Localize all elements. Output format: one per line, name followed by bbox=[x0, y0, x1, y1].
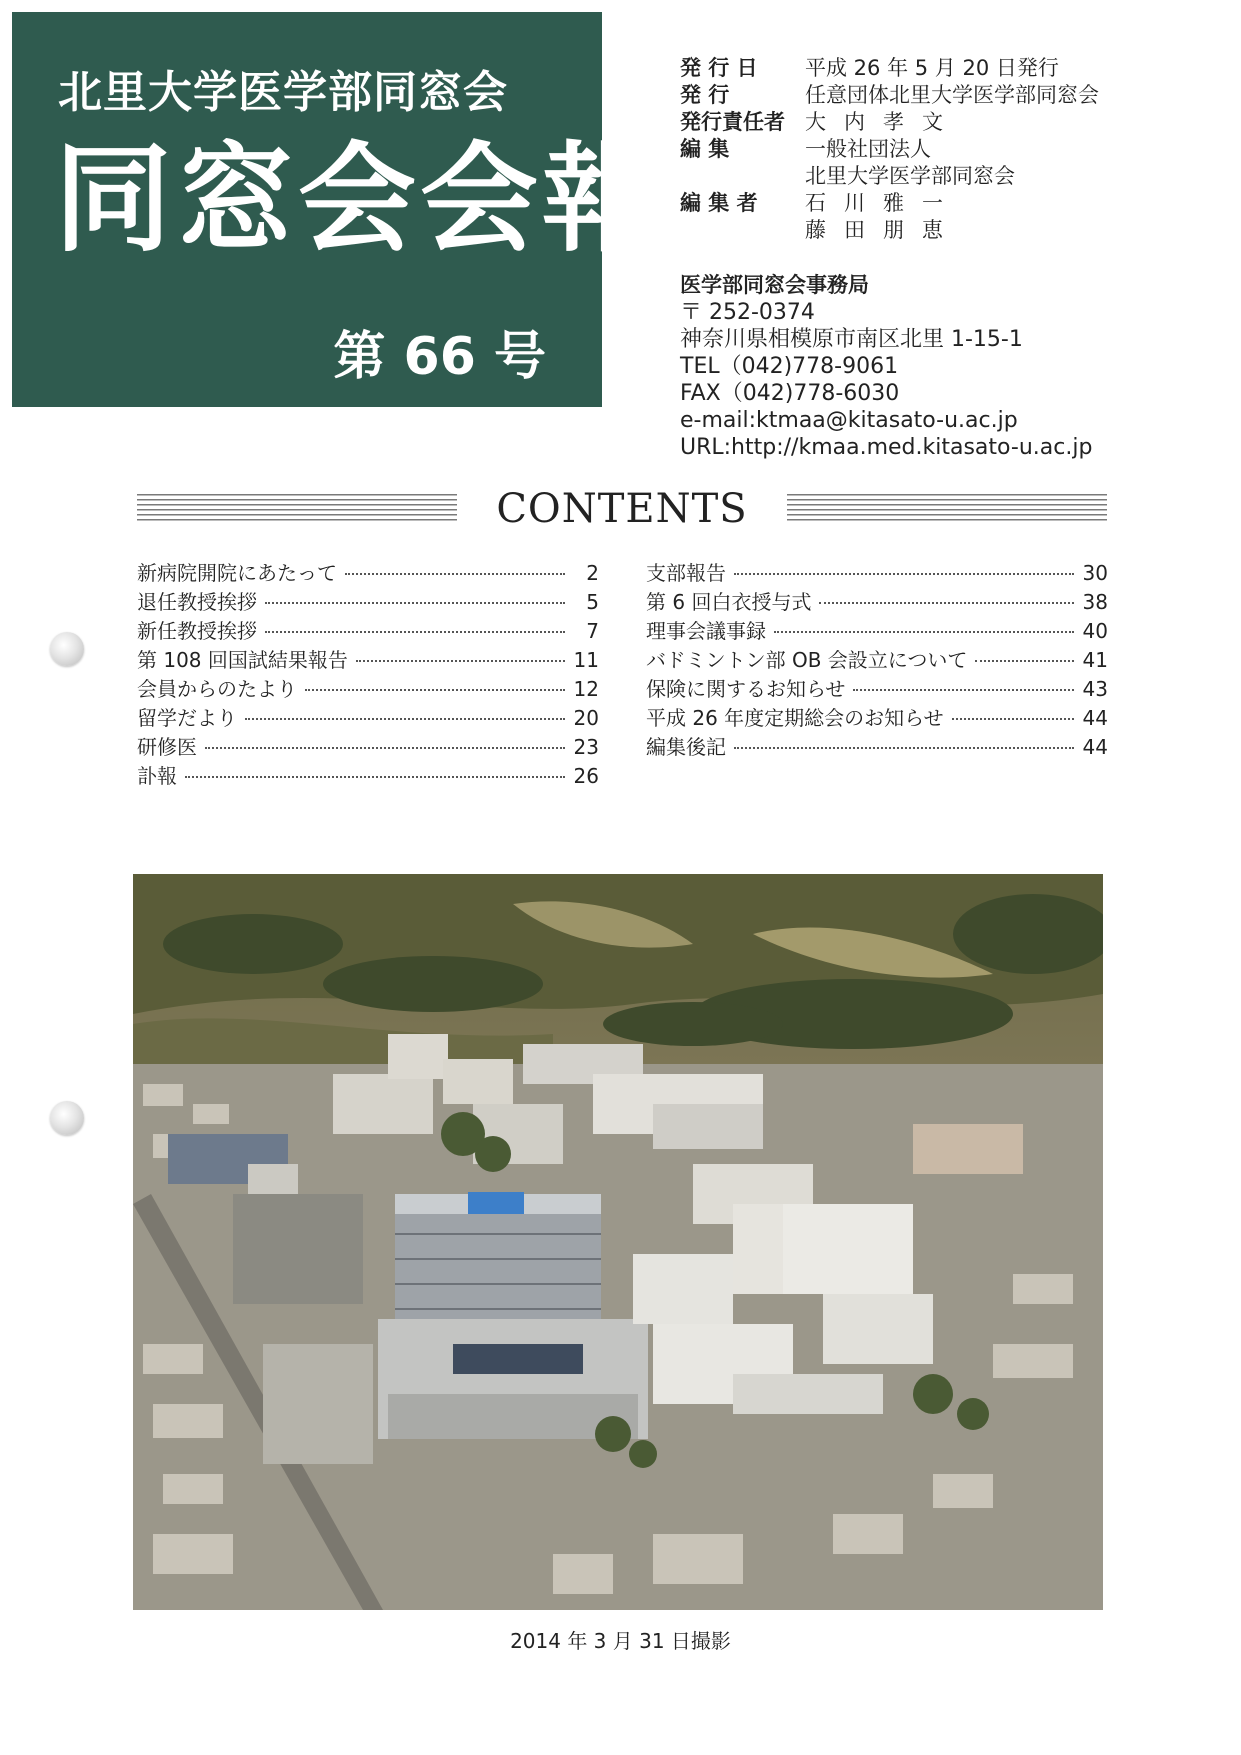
toc-item-label: 退任教授挨拶 bbox=[137, 590, 257, 614]
toc-item-label: 支部報告 bbox=[646, 561, 726, 585]
toc-leader-dots bbox=[305, 689, 565, 691]
toc-item bbox=[646, 731, 1108, 760]
toc-item-label: 新任教授挨拶 bbox=[137, 619, 257, 643]
toc-item bbox=[646, 673, 1108, 702]
toc-leader-dots bbox=[734, 747, 1074, 749]
binder-hole bbox=[50, 1101, 84, 1135]
issue-number: 第 66 号 bbox=[333, 327, 546, 387]
toc-item-page: 7 bbox=[586, 619, 599, 643]
toc-item-page: 40 bbox=[1082, 619, 1108, 643]
toc-item-page: 20 bbox=[573, 706, 599, 730]
toc-item bbox=[137, 644, 599, 673]
toc-item bbox=[137, 615, 599, 644]
toc-item-page: 44 bbox=[1082, 735, 1108, 759]
toc-item-page: 2 bbox=[586, 561, 599, 585]
toc-item bbox=[137, 731, 599, 760]
organization-name: 北里大学医学部同窓会 bbox=[58, 67, 508, 118]
contents-heading: CONTENTS bbox=[496, 486, 748, 532]
divider-stripes bbox=[787, 494, 1107, 524]
office-postal: 〒 252-0374 bbox=[680, 300, 815, 325]
toc-item bbox=[137, 673, 599, 702]
toc-leader-dots bbox=[245, 718, 565, 720]
office-name: 医学部同窓会事務局 bbox=[680, 273, 869, 297]
toc-leader-dots bbox=[265, 602, 565, 604]
aerial-campus-photo bbox=[133, 874, 1103, 1610]
toc-item-label: 平成 26 年度定期総会のお知らせ bbox=[646, 706, 944, 730]
newsletter-title: 同窓会会報 bbox=[54, 130, 665, 268]
toc-item bbox=[646, 615, 1108, 644]
toc-item-label: 理事会議事録 bbox=[646, 619, 766, 643]
toc-item-page: 30 bbox=[1082, 561, 1108, 585]
toc-leader-dots bbox=[774, 631, 1074, 633]
toc-leader-dots bbox=[265, 631, 565, 633]
toc-item-page: 41 bbox=[1082, 648, 1108, 672]
publication-value: 大内孝文 bbox=[805, 110, 961, 134]
publication-label: 編 集 bbox=[680, 137, 730, 161]
toc-item bbox=[646, 644, 1108, 673]
publication-row-publisher bbox=[680, 82, 1220, 109]
toc-item-page: 26 bbox=[573, 764, 599, 788]
toc-leader-dots bbox=[185, 776, 565, 778]
toc-item-label: 編集後記 bbox=[646, 735, 726, 759]
toc-leader-dots bbox=[356, 660, 565, 662]
toc-item bbox=[137, 586, 599, 615]
toc-item-page: 38 bbox=[1082, 590, 1108, 614]
toc-item-page: 11 bbox=[573, 648, 599, 672]
aerial-photo-illustration bbox=[133, 874, 1103, 1610]
toc-item-page: 43 bbox=[1082, 677, 1108, 701]
toc-leader-dots bbox=[345, 573, 565, 575]
photo-caption: 2014 年 3 月 31 日撮影 bbox=[510, 1629, 731, 1653]
toc-left-column bbox=[137, 557, 599, 789]
publication-row-date bbox=[680, 55, 1220, 82]
office-contact bbox=[680, 272, 1092, 461]
publication-value: 一般社団法人 bbox=[805, 137, 931, 161]
office-email[interactable]: e-mail:ktmaa@kitasato-u.ac.jp bbox=[680, 408, 1018, 433]
toc-item-label: 訃報 bbox=[137, 764, 177, 788]
toc-item-label: 留学だより bbox=[137, 706, 237, 730]
publication-value: 平成 26 年 5 月 20 日発行 bbox=[805, 56, 1059, 80]
toc-item bbox=[137, 702, 599, 731]
toc-item-page: 44 bbox=[1082, 706, 1108, 730]
toc-right-column bbox=[646, 557, 1108, 760]
office-fax: FAX（042)778-6030 bbox=[680, 381, 900, 406]
binder-hole bbox=[50, 632, 84, 666]
toc-leader-dots bbox=[975, 660, 1074, 662]
publication-label: 発行責任者 bbox=[680, 110, 785, 134]
toc-leader-dots bbox=[734, 573, 1074, 575]
publication-row-responsible bbox=[680, 109, 1220, 136]
toc-item bbox=[137, 557, 599, 586]
toc-item bbox=[646, 557, 1108, 586]
toc-leader-dots bbox=[205, 747, 565, 749]
publication-label: 発 行 日 bbox=[680, 56, 758, 80]
publication-label: 発 行 bbox=[680, 83, 730, 107]
publication-value: 任意団体北里大学医学部同窓会 bbox=[805, 83, 1099, 107]
office-url[interactable]: URL:http://kmaa.med.kitasato-u.ac.jp bbox=[680, 435, 1093, 460]
office-address: 神奈川県相模原市南区北里 1-15-1 bbox=[680, 327, 1023, 352]
office-tel: TEL（042)778-9061 bbox=[680, 354, 899, 379]
publication-info bbox=[680, 55, 1220, 244]
publication-label: 編 集 者 bbox=[680, 191, 758, 215]
toc-item bbox=[137, 760, 599, 789]
masthead-banner bbox=[12, 12, 665, 407]
toc-item-label: 新病院開院にあたって bbox=[137, 561, 337, 585]
toc-item-page: 12 bbox=[573, 677, 599, 701]
editor-name: 藤田朋恵 bbox=[805, 218, 961, 242]
toc-item-label: 第 108 回国試結果報告 bbox=[137, 648, 348, 672]
editing-org-line2: 北里大学医学部同窓会 bbox=[805, 164, 1015, 188]
toc-leader-dots bbox=[853, 689, 1074, 691]
toc-item-label: バドミントン部 OB 会設立について bbox=[646, 648, 968, 672]
toc-item-label: 会員からのたより bbox=[137, 677, 297, 701]
toc-leader-dots bbox=[819, 602, 1074, 604]
toc-item-label: 研修医 bbox=[137, 735, 197, 759]
toc-item-label: 第 6 回白衣授与式 bbox=[646, 590, 812, 614]
contents-banner bbox=[137, 486, 1107, 534]
publication-row-editors bbox=[680, 190, 1220, 217]
editor-name: 石川雅一 bbox=[805, 191, 961, 215]
publication-row-editing bbox=[680, 136, 1220, 163]
toc-item-label: 保険に関するお知らせ bbox=[646, 677, 846, 701]
toc-leader-dots bbox=[952, 718, 1074, 720]
toc-item bbox=[646, 586, 1108, 615]
toc-item-page: 5 bbox=[586, 590, 599, 614]
toc-item-page: 23 bbox=[573, 735, 599, 759]
toc-item bbox=[646, 702, 1108, 731]
